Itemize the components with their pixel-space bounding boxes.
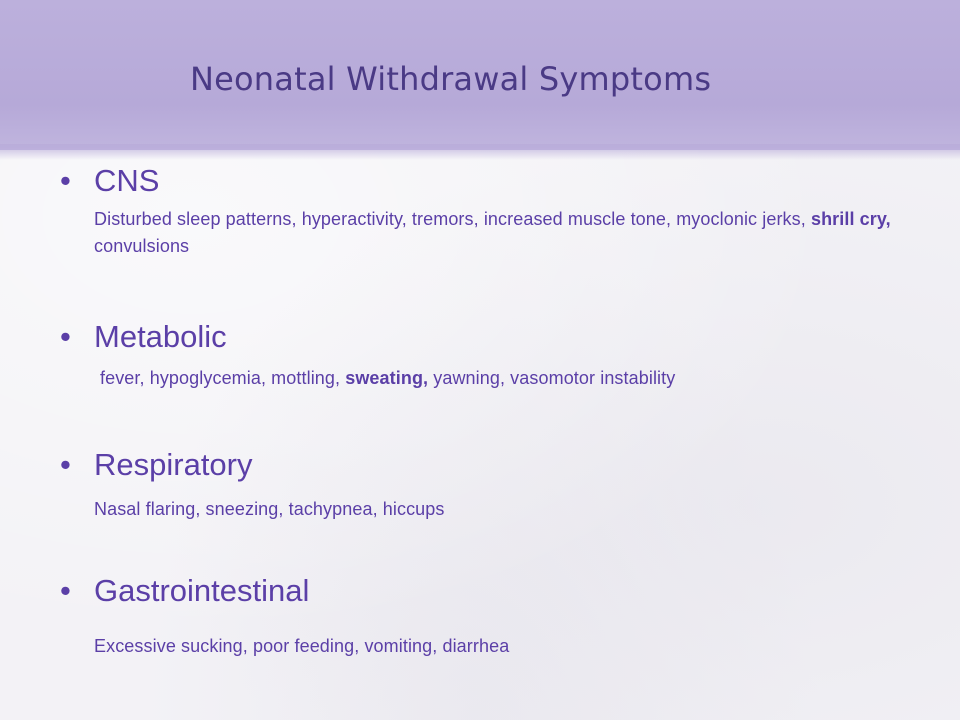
detail-bold-text: sweating, bbox=[345, 368, 429, 389]
detail-text: fever, hypoglycemia, mottling, bbox=[100, 368, 346, 389]
page-title: Neonatal Withdrawal Symptoms bbox=[190, 60, 712, 98]
section-heading-text: Gastrointestinal bbox=[94, 573, 310, 608]
bullet-icon: • bbox=[60, 573, 71, 608]
section-detail bbox=[100, 365, 900, 392]
section-gastrointestinal bbox=[60, 572, 900, 660]
section-heading bbox=[60, 318, 900, 355]
section-detail bbox=[94, 496, 900, 523]
bullet-icon: • bbox=[60, 319, 71, 354]
detail-text-end: convulsions bbox=[94, 236, 190, 257]
detail-text: Excessive sucking, poor feeding, vomiting, diarrhea bbox=[94, 636, 510, 657]
detail-text-end: yawning, vasomotor instability bbox=[428, 368, 676, 389]
section-heading bbox=[60, 446, 900, 483]
section-detail bbox=[94, 633, 900, 660]
bullet-icon: • bbox=[60, 447, 71, 482]
section-heading-text: Respiratory bbox=[94, 447, 253, 482]
title-band-shadow bbox=[0, 144, 960, 160]
section-metabolic bbox=[60, 318, 900, 392]
section-heading-text: Metabolic bbox=[94, 319, 227, 354]
section-detail bbox=[94, 206, 900, 260]
detail-bold-text: shrill cry, bbox=[810, 209, 891, 230]
section-heading bbox=[60, 162, 900, 199]
detail-text: Disturbed sleep patterns, hyperactivity, tremors, increased muscle tone, myoclonic jerks, bbox=[94, 209, 811, 230]
bullet-icon: • bbox=[60, 163, 71, 198]
section-cns bbox=[60, 162, 900, 260]
section-heading bbox=[60, 572, 900, 609]
section-heading-text: CNS bbox=[94, 163, 160, 198]
section-respiratory bbox=[60, 446, 900, 523]
detail-text: Nasal flaring, sneezing, tachypnea, hiccups bbox=[94, 499, 445, 520]
